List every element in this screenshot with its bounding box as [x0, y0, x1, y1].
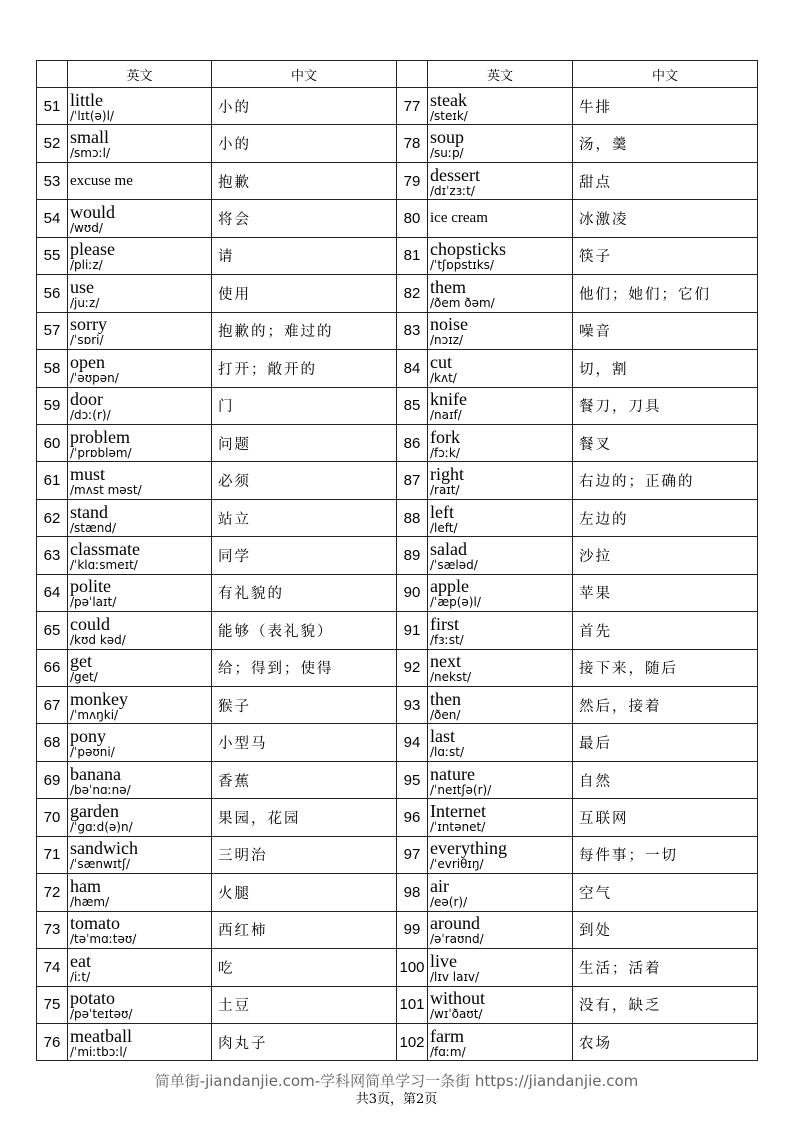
english-word: open — [70, 351, 105, 372]
table-row — [37, 612, 758, 649]
entry-chinese: 餐刀，刀具 — [573, 387, 758, 424]
phonetic: /left/ — [430, 520, 458, 535]
english-word: right — [430, 464, 464, 485]
entry-english — [68, 761, 212, 798]
phonetic: /steɪk/ — [430, 108, 468, 123]
english-word: everything — [430, 838, 507, 859]
entry-chinese: 小的 — [212, 88, 397, 125]
entry-chinese: 肉丸子 — [212, 1023, 397, 1060]
english-word: small — [70, 127, 109, 148]
entry-number: 97 — [397, 836, 428, 873]
entry-number: 86 — [397, 424, 428, 461]
entry-chinese: 抱歉的；难过的 — [212, 312, 397, 349]
entry-number: 63 — [37, 537, 68, 574]
english-word: last — [430, 726, 455, 747]
entry-english — [428, 312, 573, 349]
entry-english — [428, 687, 573, 724]
english-word: get — [70, 651, 92, 672]
entry-chinese: 站立 — [212, 499, 397, 536]
phonetic: /naɪf/ — [430, 408, 462, 423]
phonetic: /pliːz/ — [70, 258, 103, 273]
entry-chinese: 互联网 — [573, 799, 758, 836]
english-word: knife — [430, 389, 467, 410]
phonetic: /get/ — [70, 670, 98, 685]
entry-number: 59 — [37, 387, 68, 424]
entry-number: 90 — [397, 574, 428, 611]
english-word: potato — [70, 988, 115, 1009]
entry-english — [68, 312, 212, 349]
entry-chinese: 必须 — [212, 462, 397, 499]
entry-english — [428, 874, 573, 911]
entry-number: 53 — [37, 162, 68, 199]
phonetic: /ˈsænwɪtʃ/ — [70, 857, 131, 872]
entry-chinese: 右边的；正确的 — [573, 462, 758, 499]
entry-chinese: 有礼貌的 — [212, 574, 397, 611]
entry-number: 88 — [397, 499, 428, 536]
table-row — [37, 88, 758, 125]
phonetic: /fɔːk/ — [430, 445, 460, 460]
entry-english — [428, 649, 573, 686]
entry-number: 95 — [397, 761, 428, 798]
phonetic: /ˈprɒbləm/ — [70, 445, 132, 460]
entry-number: 85 — [397, 387, 428, 424]
phonetic: /bəˈnɑːnə/ — [70, 782, 131, 797]
english-word: banana — [70, 763, 121, 784]
entry-english — [68, 499, 212, 536]
english-word: ice cream — [430, 210, 488, 227]
table-row — [37, 986, 758, 1023]
entry-number: 64 — [37, 574, 68, 611]
entry-chinese: 左边的 — [573, 499, 758, 536]
entry-number: 77 — [397, 88, 428, 125]
phonetic: /təˈmɑːtəʊ/ — [70, 932, 137, 947]
entry-chinese: 门 — [212, 387, 397, 424]
table-header-row — [37, 61, 758, 88]
entry-chinese: 甜点 — [573, 162, 758, 199]
entry-number: 81 — [397, 237, 428, 274]
entry-number: 92 — [397, 649, 428, 686]
entry-english — [68, 799, 212, 836]
phonetic: /ðen/ — [430, 707, 461, 722]
entry-english — [68, 462, 212, 499]
entry-english — [428, 462, 573, 499]
entry-number: 73 — [37, 911, 68, 948]
english-word: problem — [70, 426, 130, 447]
entry-english — [68, 836, 212, 873]
entry-chinese: 将会 — [212, 200, 397, 237]
phonetic: /ˈmiːtbɔːl/ — [70, 1044, 127, 1059]
entry-english — [428, 1023, 573, 1060]
entry-chinese: 首先 — [573, 612, 758, 649]
english-word: meatball — [70, 1025, 132, 1046]
entry-chinese: 小的 — [212, 125, 397, 162]
entry-chinese: 沙拉 — [573, 537, 758, 574]
entry-chinese: 他们；她们；它们 — [573, 275, 758, 312]
entry-number: 65 — [37, 612, 68, 649]
entry-chinese: 香蕉 — [212, 761, 397, 798]
phonetic: /kʊd kəd/ — [70, 632, 126, 647]
phonetic: /ˈneɪtʃə(r)/ — [430, 782, 492, 797]
phonetic: /iːt/ — [70, 969, 91, 984]
phonetic: /wʊd/ — [70, 221, 103, 236]
entry-chinese: 能够（表礼貌） — [212, 612, 397, 649]
entry-number: 72 — [37, 874, 68, 911]
entry-chinese: 噪音 — [573, 312, 758, 349]
table-row — [37, 499, 758, 536]
entry-chinese: 三明治 — [212, 836, 397, 873]
entry-number: 84 — [397, 350, 428, 387]
english-word: air — [430, 875, 449, 896]
phonetic: /ˈmʌŋki/ — [70, 707, 119, 722]
english-word: salad — [430, 538, 467, 559]
entry-number: 101 — [397, 986, 428, 1023]
entry-number: 66 — [37, 649, 68, 686]
phonetic: /ˈɪntənet/ — [430, 820, 486, 835]
entry-english — [428, 612, 573, 649]
entry-chinese: 猴子 — [212, 687, 397, 724]
phonetic: /nekst/ — [430, 670, 471, 685]
phonetic: /pəˈteɪtəʊ/ — [70, 1007, 133, 1022]
entry-chinese: 到处 — [573, 911, 758, 948]
english-word: soup — [430, 127, 465, 148]
entry-chinese: 小型马 — [212, 724, 397, 761]
english-word: could — [70, 613, 110, 634]
table-row — [37, 462, 758, 499]
entry-english — [68, 574, 212, 611]
entry-chinese: 然后，接着 — [573, 687, 758, 724]
english-word: farm — [430, 1025, 464, 1046]
phonetic: /raɪt/ — [430, 483, 460, 498]
entry-english — [68, 162, 212, 199]
entry-english — [68, 200, 212, 237]
english-word: left — [430, 501, 454, 522]
entry-english — [428, 275, 573, 312]
english-word: stand — [70, 501, 108, 522]
entry-number: 71 — [37, 836, 68, 873]
phonetic: /stænd/ — [70, 520, 117, 535]
phonetic: /suːp/ — [430, 146, 464, 161]
entry-number: 89 — [397, 537, 428, 574]
entry-number: 75 — [37, 986, 68, 1023]
phonetic: /ðem ðəm/ — [430, 295, 495, 310]
entry-english — [68, 986, 212, 1023]
phonetic: /ˈəʊpən/ — [70, 370, 119, 385]
entry-chinese: 自然 — [573, 761, 758, 798]
table-row — [37, 724, 758, 761]
entry-number: 55 — [37, 237, 68, 274]
english-word: garden — [70, 801, 119, 822]
table-row — [37, 424, 758, 461]
table-row — [37, 649, 758, 686]
entry-number: 76 — [37, 1023, 68, 1060]
entry-chinese: 冰激凌 — [573, 200, 758, 237]
phonetic: /ˈtʃɒpstɪks/ — [430, 258, 494, 273]
entry-english — [68, 949, 212, 986]
entry-chinese: 问题 — [212, 424, 397, 461]
table-row — [37, 537, 758, 574]
entry-chinese: 土豆 — [212, 986, 397, 1023]
entry-english — [428, 724, 573, 761]
entry-number: 91 — [397, 612, 428, 649]
entry-number: 69 — [37, 761, 68, 798]
entry-english — [428, 836, 573, 873]
entry-english — [68, 612, 212, 649]
phonetic: /mʌst məst/ — [70, 483, 142, 498]
english-word: must — [70, 464, 106, 485]
english-word: please — [70, 239, 115, 260]
entry-chinese: 火腿 — [212, 874, 397, 911]
entry-chinese: 没有，缺乏 — [573, 986, 758, 1023]
entry-english — [68, 537, 212, 574]
english-word: first — [430, 613, 459, 634]
entry-english — [68, 125, 212, 162]
entry-number: 93 — [397, 687, 428, 724]
entry-chinese: 使用 — [212, 275, 397, 312]
phonetic: /ˈlɪt(ə)l/ — [70, 108, 114, 123]
english-word: excuse me — [70, 172, 133, 189]
phonetic: /fɜːst/ — [430, 632, 464, 647]
english-word: then — [430, 688, 461, 709]
vocabulary-table-body — [37, 88, 758, 1061]
entry-chinese: 果园，花园 — [212, 799, 397, 836]
entry-english — [68, 1023, 212, 1060]
entry-number: 70 — [37, 799, 68, 836]
english-word: dessert — [430, 164, 480, 185]
entry-english — [428, 986, 573, 1023]
entry-english — [68, 237, 212, 274]
english-word: sandwich — [70, 838, 138, 859]
entry-chinese: 西红柿 — [212, 911, 397, 948]
entry-chinese: 切，割 — [573, 350, 758, 387]
english-word: steak — [430, 89, 467, 110]
entry-english — [68, 387, 212, 424]
table-row — [37, 799, 758, 836]
entry-chinese: 抱歉 — [212, 162, 397, 199]
entry-chinese: 最后 — [573, 724, 758, 761]
phonetic: /lɪv laɪv/ — [430, 969, 480, 984]
header-english-left: 英文 — [68, 61, 212, 88]
phonetic: /ˈpəʊni/ — [70, 745, 115, 760]
entry-number: 80 — [397, 200, 428, 237]
header-chinese-right: 中文 — [573, 61, 758, 88]
english-word: use — [70, 276, 94, 297]
english-word: without — [430, 988, 486, 1009]
english-word: chopsticks — [430, 239, 506, 260]
entry-chinese: 汤，羹 — [573, 125, 758, 162]
entry-english — [428, 125, 573, 162]
entry-number: 61 — [37, 462, 68, 499]
english-word: around — [430, 913, 480, 934]
entry-number: 98 — [397, 874, 428, 911]
table-row — [37, 761, 758, 798]
english-word: Internet — [430, 801, 486, 822]
entry-english — [428, 499, 573, 536]
entry-number: 82 — [397, 275, 428, 312]
english-word: noise — [430, 314, 468, 335]
entry-number: 74 — [37, 949, 68, 986]
header-english-right: 英文 — [428, 61, 573, 88]
english-word: next — [430, 651, 461, 672]
english-word: cut — [430, 351, 452, 372]
phonetic: /ˈæp(ə)l/ — [430, 595, 481, 610]
header-chinese-left: 中文 — [212, 61, 397, 88]
entry-english — [68, 649, 212, 686]
english-word: little — [70, 89, 103, 110]
entry-chinese: 吃 — [212, 949, 397, 986]
english-word: nature — [430, 763, 475, 784]
entry-chinese: 同学 — [212, 537, 397, 574]
table-row — [37, 162, 758, 199]
english-word: would — [70, 202, 115, 223]
entry-english — [428, 162, 573, 199]
entry-english — [68, 275, 212, 312]
entry-number: 52 — [37, 125, 68, 162]
header-num-left — [37, 61, 68, 88]
entry-chinese: 苹果 — [573, 574, 758, 611]
entry-number: 51 — [37, 88, 68, 125]
entry-number: 96 — [397, 799, 428, 836]
table-row — [37, 125, 758, 162]
phonetic: /nɔɪz/ — [430, 333, 464, 348]
entry-chinese: 打开；敞开的 — [212, 350, 397, 387]
entry-chinese: 生活；活着 — [573, 949, 758, 986]
phonetic: /ˈɡɑːd(ə)n/ — [70, 820, 133, 835]
entry-english — [68, 911, 212, 948]
english-word: eat — [70, 950, 91, 971]
table-row — [37, 1023, 758, 1060]
entry-english — [68, 350, 212, 387]
entry-chinese: 农场 — [573, 1023, 758, 1060]
table-row — [37, 949, 758, 986]
entry-english — [428, 88, 573, 125]
entry-number: 78 — [397, 125, 428, 162]
entry-number: 56 — [37, 275, 68, 312]
entry-english — [68, 874, 212, 911]
phonetic: /lɑːst/ — [430, 745, 465, 760]
entry-chinese: 给；得到；使得 — [212, 649, 397, 686]
entry-number: 54 — [37, 200, 68, 237]
entry-number: 57 — [37, 312, 68, 349]
phonetic: /ˈklɑːsmeɪt/ — [70, 557, 138, 572]
entry-english — [428, 574, 573, 611]
english-word: sorry — [70, 314, 107, 335]
table-row — [37, 237, 758, 274]
page-number: 共3页，第2页 — [355, 1092, 438, 1107]
entry-english — [428, 387, 573, 424]
entry-chinese: 请 — [212, 237, 397, 274]
phonetic: /hæm/ — [70, 894, 110, 909]
table-row — [37, 387, 758, 424]
entry-chinese: 筷子 — [573, 237, 758, 274]
entry-number: 68 — [37, 724, 68, 761]
english-word: monkey — [70, 688, 128, 709]
entry-english — [68, 88, 212, 125]
english-word: ham — [70, 875, 101, 896]
entry-chinese: 空气 — [573, 874, 758, 911]
phonetic: /dɪˈzɜːt/ — [430, 183, 475, 198]
phonetic: /əˈraʊnd/ — [430, 932, 484, 947]
entry-english — [428, 799, 573, 836]
entry-number: 100 — [397, 949, 428, 986]
entry-number: 79 — [397, 162, 428, 199]
entry-english — [428, 911, 573, 948]
english-word: door — [70, 389, 103, 410]
phonetic: /dɔː(r)/ — [70, 408, 111, 423]
table-row — [37, 574, 758, 611]
header-num-right — [397, 61, 428, 88]
table-row — [37, 874, 758, 911]
table-row — [37, 687, 758, 724]
table-row — [37, 836, 758, 873]
entry-number: 99 — [397, 911, 428, 948]
entry-english — [428, 237, 573, 274]
phonetic: /kʌt/ — [430, 370, 457, 385]
table-row — [37, 275, 758, 312]
phonetic: /ˈevriθɪŋ/ — [430, 857, 484, 872]
table-row — [37, 312, 758, 349]
entry-number: 62 — [37, 499, 68, 536]
english-word: them — [430, 276, 466, 297]
table-row — [37, 911, 758, 948]
phonetic: /ˈsɒri/ — [70, 333, 104, 348]
phonetic: /juːz/ — [70, 295, 100, 310]
entry-chinese: 每件事；一切 — [573, 836, 758, 873]
phonetic: /ˈsæləd/ — [430, 557, 478, 572]
phonetic: /smɔːl/ — [70, 146, 110, 161]
phonetic: /pəˈlaɪt/ — [70, 595, 117, 610]
entry-chinese: 接下来，随后 — [573, 649, 758, 686]
entry-english — [428, 949, 573, 986]
table-row — [37, 200, 758, 237]
entry-english — [428, 424, 573, 461]
entry-number: 60 — [37, 424, 68, 461]
entry-english — [428, 350, 573, 387]
english-word: live — [430, 950, 457, 971]
entry-english — [68, 724, 212, 761]
entry-english — [68, 424, 212, 461]
english-word: classmate — [70, 538, 140, 559]
phonetic: /wɪˈðaʊt/ — [430, 1007, 483, 1022]
phonetic: /fɑːm/ — [430, 1044, 466, 1059]
entry-number: 87 — [397, 462, 428, 499]
english-word: polite — [70, 576, 111, 597]
entry-number: 67 — [37, 687, 68, 724]
entry-number: 94 — [397, 724, 428, 761]
english-word: fork — [430, 426, 460, 447]
watermark-text: 简单街-jiandanjie.com-学科网简单学习一条街 https://jiandanjie.com — [154, 1072, 639, 1090]
table-row — [37, 350, 758, 387]
vocabulary-table — [36, 60, 758, 1061]
entry-number: 83 — [397, 312, 428, 349]
entry-number: 102 — [397, 1023, 428, 1060]
entry-number: 58 — [37, 350, 68, 387]
english-word: tomato — [70, 913, 120, 934]
entry-chinese: 牛排 — [573, 88, 758, 125]
english-word: apple — [430, 576, 469, 597]
english-word: pony — [70, 726, 106, 747]
entry-chinese: 餐叉 — [573, 424, 758, 461]
phonetic: /eə(r)/ — [430, 894, 468, 909]
entry-english — [428, 761, 573, 798]
entry-english — [428, 537, 573, 574]
entry-english — [428, 200, 573, 237]
entry-english — [68, 687, 212, 724]
